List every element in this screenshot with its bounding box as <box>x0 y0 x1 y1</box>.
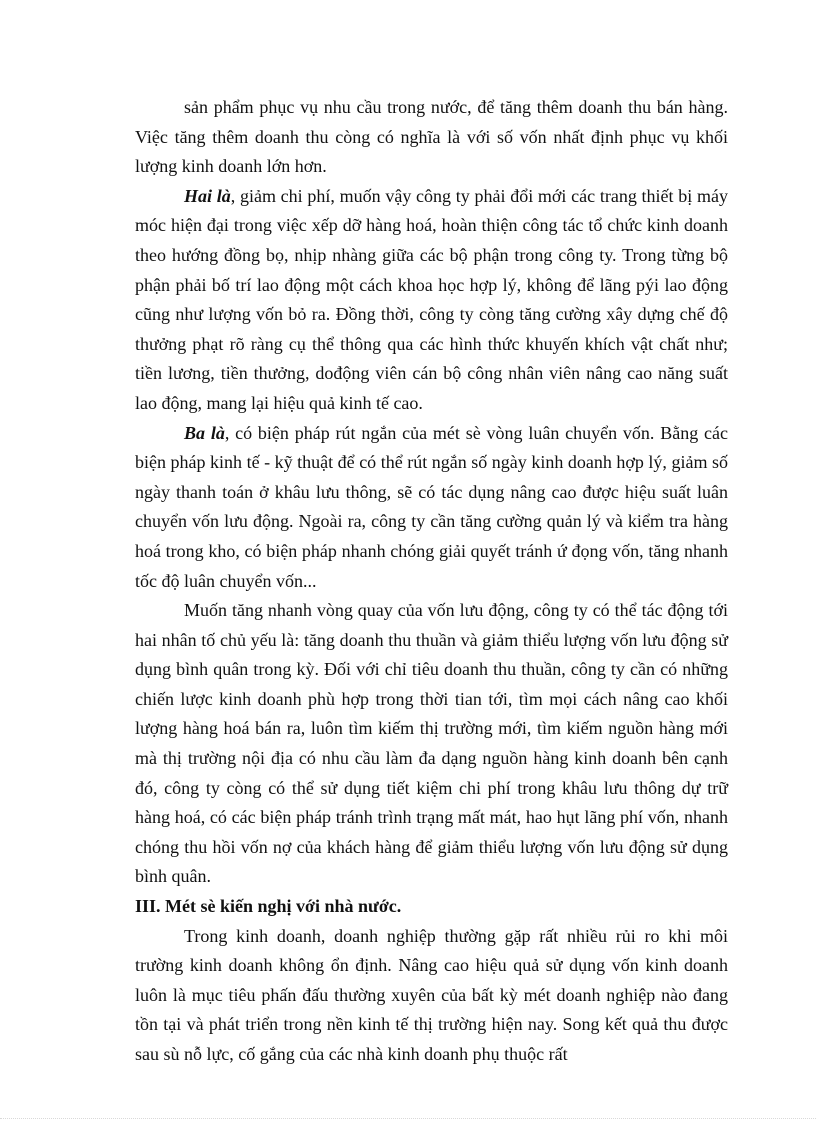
paragraph-text: Trong kinh doanh, doanh nghiệp thường gặp rất nhiều rủi ro khi môi trường kinh doanh không ổn định. Nâng cao hiệu quả sử dụng vốn kinh doanh luôn là mục tiêu phấn đấu thường xuyên của bất kỳ mét doanh nghiệp nào đang tồn tại và phát triển trong nền kinh tế thị trường hiện nay. Song kết quả thu được sau sù nỗ lực, cố gắng của các nhà kinh doanh phụ thuộc rất <box>135 925 728 1064</box>
paragraph-lead-in: Hai là <box>184 185 231 206</box>
paragraph-vong-quay <box>135 596 728 892</box>
section-heading: III. Mét sè kiến nghị với nhà nước. <box>135 896 402 917</box>
paragraph-doanh-thu <box>135 93 728 182</box>
paragraph-text: , có biện pháp rút ngắn của mét sè vòng luân chuyển vốn. Bằng các biện pháp kinh tế - kỹ thuật để có thể rút ngắn số ngày kinh doanh hợp lý, giảm số ngày thanh toán ở khâu lưu thông, sẽ có tác dụng nâng cao được hiệu suất luân chuyển vốn lưu động. Ngoài ra, công ty cần tăng cường quản lý và kiểm tra hàng hoá trong kho, có biện pháp nhanh chóng giải quyết tránh ứ đọng vốn, tăng nhanh tốc độ luân chuyển vốn... <box>135 422 728 591</box>
paragraph-lead-in: Ba là <box>184 422 225 443</box>
paragraph-text: Muốn tăng nhanh vòng quay của vốn lưu động, công ty có thể tác động tới hai nhân tố chủ yếu là: tăng doanh thu thuần và giảm thiểu lượng vốn lưu động sử dụng bình quân trong kỳ. Đối với chỉ tiêu doanh thu thuần, công ty cần có những chiến lược kinh doanh phù hợp trong thời tian tới, tìm mọi cách nâng cao khối lượng hàng hoá bán ra, luôn tìm kiếm thị trường mới, tìm kiếm nguồn hàng mới mà thị trường nội địa có nhu cầu làm đa dạng nguồn hàng kinh doanh bên cạnh đó, công ty còng có thể sử dụng tiết kiệm chi phí trong khâu lưu thông dự trữ hàng hoá, có các biện pháp tránh trình trạng mất mát, hao hụt lãng phí vốn, nhanh chóng thu hồi vốn nợ của khách hàng để giảm thiểu lượng vốn lưu động sử dụng bình quân. <box>135 600 728 887</box>
paragraph-kinh-doanh <box>135 922 728 1070</box>
paragraph-ba-la <box>135 419 728 597</box>
paragraph-hai-la <box>135 182 728 419</box>
page-bottom-rule <box>0 1118 816 1119</box>
document-body <box>135 93 728 1070</box>
paragraph-text: , giảm chi phí, muốn vậy công ty phải đổi mới các trang thiết bị máy móc hiện đại trong việc xếp dỡ hàng hoá, hoàn thiện công tác tổ chức kinh doanh theo hướng đồng bọ, nhịp nhàng giữa các bộ phận trong công ty. Trong từng bộ phận phải bố trí lao động một cách khoa học hợp lý, không để lãng pýi lao động cũng như lượng vốn bỏ ra. Đồng thời, công ty còng tăng cường xây dựng chế độ thưởng phạt rõ ràng cụ thể thông qua các hình thức khuyến khích vật chất như; tiền lương, tiền thưởng, dođộng viên cán bộ công nhân viên nâng cao năng suất lao động, mang lại hiệu quả kinh tế cao. <box>135 185 728 413</box>
paragraph-text: sản phẩm phục vụ nhu cầu trong nước, để tăng thêm doanh thu bán hàng. Việc tăng thêm doanh thu còng có nghĩa là với số vốn nhất định phục vụ khối lượng kinh doanh lớn hơn. <box>135 97 728 177</box>
